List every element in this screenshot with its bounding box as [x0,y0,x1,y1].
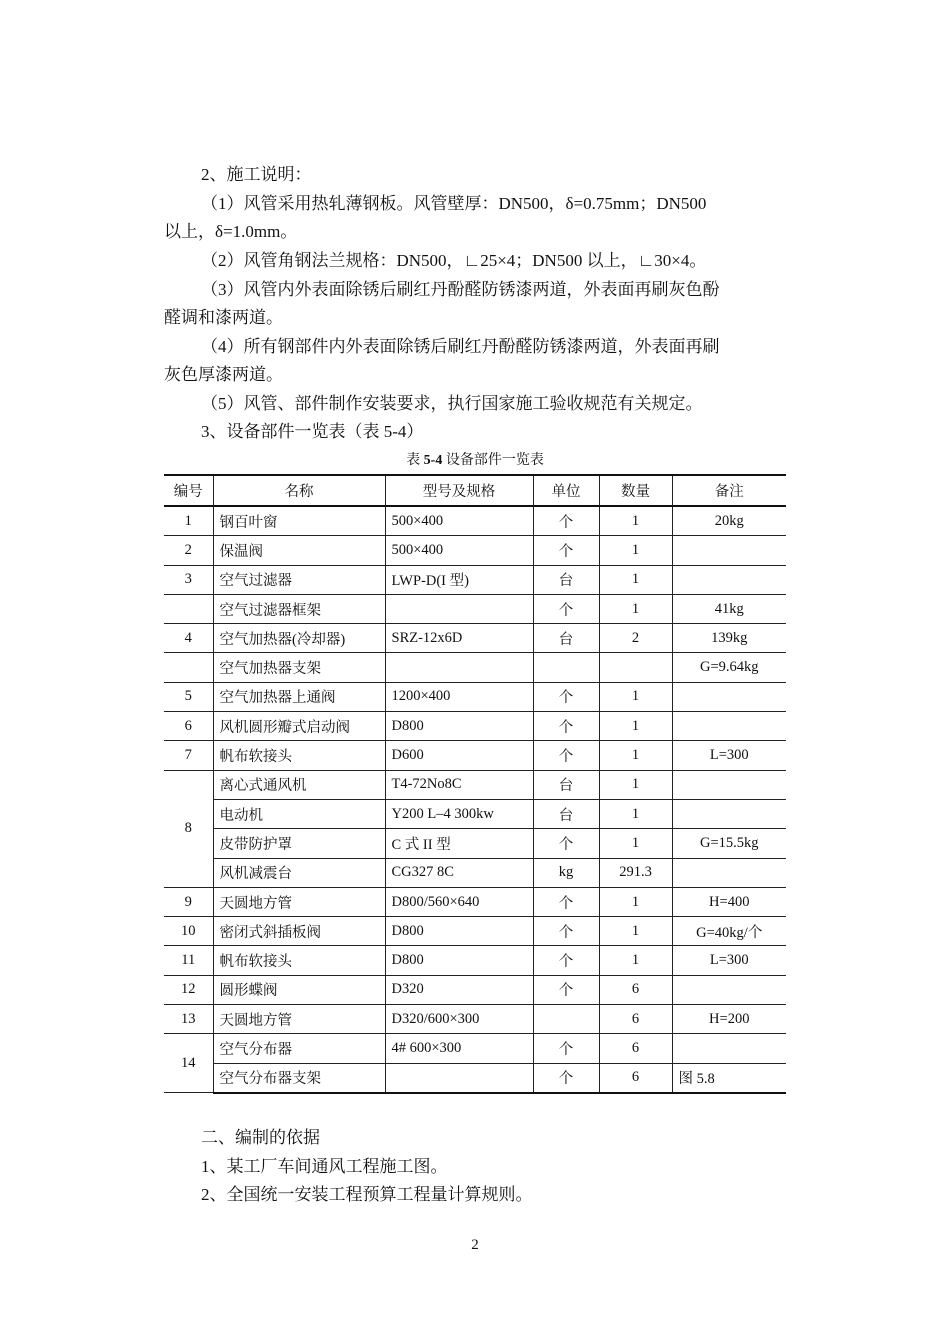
equipment-table [164,474,786,1094]
cell-unit: 个 [533,536,599,565]
header-note: 备注 [672,475,786,506]
cell-model: C 式 II 型 [385,829,533,858]
note-1-line-1: （1）风管采用热轧薄钢板。风管壁厚：DN500，δ=0.75mm；DN500 [201,194,707,213]
cell-model: SRZ-12x6D [385,624,533,653]
table-row [164,917,786,946]
cell-note [672,975,786,1004]
cell-note: H=200 [672,1005,786,1034]
table-row [164,565,786,594]
cell-name: 离心式通风机 [213,770,385,799]
cell-number: 3 [164,565,213,594]
cell-quantity: 6 [599,975,672,1004]
header-model: 型号及规格 [385,475,533,506]
cell-note [672,712,786,741]
cell-model: D320 [385,975,533,1004]
table-header-row [164,475,786,506]
cell-number: 10 [164,917,213,946]
basis-2: 2、全国统一安装工程预算工程量计算规则。 [201,1185,533,1204]
table-row [164,1034,786,1063]
table-row [164,770,786,799]
cell-name: 空气加热器支架 [213,653,385,682]
cell-model [385,653,533,682]
cell-model: D800 [385,946,533,975]
cell-quantity: 1 [599,829,672,858]
cell-note: 41kg [672,594,786,623]
cell-number: 13 [164,1005,213,1034]
cell-quantity: 1 [599,712,672,741]
cell-unit [533,1005,599,1034]
table-row [164,829,786,858]
cell-number: 5 [164,682,213,711]
cell-quantity: 1 [599,536,672,565]
cell-unit: 台 [533,799,599,828]
cell-name: 电动机 [213,799,385,828]
cell-unit: 个 [533,741,599,770]
section2-title: 2、施工说明： [201,165,312,184]
cell-name: 帆布软接头 [213,741,385,770]
cell-unit: kg [533,858,599,887]
cell-number: 6 [164,712,213,741]
cell-unit: 台 [533,624,599,653]
cell-name: 空气过滤器 [213,565,385,594]
cell-model: 500×400 [385,536,533,565]
note-5: （5）风管、部件制作安装要求，执行国家施工验收规范有关规定。 [201,394,703,413]
cell-name: 天圆地方管 [213,887,385,916]
table-row [164,975,786,1004]
table-row [164,594,786,623]
cell-number [164,653,213,682]
cell-quantity: 1 [599,594,672,623]
cell-note: 139kg [672,624,786,653]
cell-unit: 台 [533,565,599,594]
cell-note [672,770,786,799]
cell-note [672,536,786,565]
cell-note: H=400 [672,887,786,916]
cell-quantity [599,653,672,682]
cell-unit: 个 [533,917,599,946]
cell-unit [533,653,599,682]
cell-quantity: 6 [599,1005,672,1034]
table-caption-number: 5-4 [423,453,443,468]
cell-quantity: 1 [599,946,672,975]
cell-unit: 个 [533,975,599,1004]
cell-name: 密闭式斜插板阀 [213,917,385,946]
table-row [164,858,786,887]
cell-quantity: 1 [599,565,672,594]
cell-unit: 个 [533,946,599,975]
cell-model: CG327 8C [385,858,533,887]
cell-model: LWP-D(I 型) [385,565,533,594]
cell-name: 风机减震台 [213,858,385,887]
cell-name: 风机圆形瓣式启动阀 [213,712,385,741]
cell-note: L=300 [672,741,786,770]
cell-name: 空气分布器支架 [213,1063,385,1093]
cell-model: D320/600×300 [385,1005,533,1034]
cell-number: 1 [164,506,213,536]
cell-quantity: 1 [599,741,672,770]
table-row [164,506,786,536]
cell-unit: 个 [533,712,599,741]
cell-note [672,682,786,711]
table-row [164,887,786,916]
cell-quantity: 1 [599,887,672,916]
cell-name: 钢百叶窗 [213,506,385,536]
cell-number [164,594,213,623]
section3-title: 3、设备部件一览表（表 5-4） [201,422,424,441]
cell-unit: 个 [533,594,599,623]
cell-note: L=300 [672,946,786,975]
header-number: 编号 [164,475,213,506]
cell-name: 空气加热器上通阀 [213,682,385,711]
cell-number: 12 [164,975,213,1004]
cell-number: 14 [164,1034,213,1093]
note-3-line-1: （3）风管内外表面除锈后刷红丹酚醛防锈漆两道，外表面再刷灰色酚 [201,280,720,299]
table-caption [0,451,950,471]
header-name: 名称 [213,475,385,506]
cell-note: 20kg [672,506,786,536]
cell-name: 空气加热器(冷却器) [213,624,385,653]
cell-model: 4# 600×300 [385,1034,533,1063]
table-row [164,536,786,565]
cell-name: 天圆地方管 [213,1005,385,1034]
cell-number: 4 [164,624,213,653]
cell-unit: 个 [533,1034,599,1063]
cell-quantity: 1 [599,799,672,828]
cell-quantity: 1 [599,682,672,711]
cell-note: 图 5.8 [672,1063,786,1093]
cell-note: G=15.5kg [672,829,786,858]
cell-number: 8 [164,770,213,887]
part2-title: 二、编制的依据 [201,1128,320,1147]
cell-note [672,858,786,887]
cell-name: 空气过滤器框架 [213,594,385,623]
cell-quantity: 291.3 [599,858,672,887]
table-row [164,712,786,741]
table-row [164,799,786,828]
cell-quantity: 1 [599,917,672,946]
cell-note: G=40kg/个 [672,917,786,946]
cell-unit: 个 [533,1063,599,1093]
table-row [164,653,786,682]
cell-unit: 个 [533,682,599,711]
table-row [164,682,786,711]
cell-number: 2 [164,536,213,565]
note-2: （2）风管角钢法兰规格：DN500，∟25×4；DN500 以上，∟30×4。 [201,251,707,270]
cell-name: 帆布软接头 [213,946,385,975]
cell-name: 保温阀 [213,536,385,565]
cell-model: D600 [385,741,533,770]
table-row [164,946,786,975]
note-4-line-2: 灰色厚漆两道。 [164,365,283,384]
header-unit: 单位 [533,475,599,506]
cell-note: G=9.64kg [672,653,786,682]
cell-unit: 个 [533,887,599,916]
cell-note [672,565,786,594]
cell-model [385,594,533,623]
cell-model [385,1063,533,1093]
cell-number: 11 [164,946,213,975]
cell-number: 9 [164,887,213,916]
table-caption-title: 设备部件一览表 [442,453,544,468]
cell-name: 空气分布器 [213,1034,385,1063]
header-quantity: 数量 [599,475,672,506]
cell-unit: 个 [533,506,599,536]
cell-quantity: 6 [599,1034,672,1063]
cell-name: 皮带防护罩 [213,829,385,858]
cell-quantity: 1 [599,770,672,799]
cell-model: D800 [385,712,533,741]
cell-quantity: 2 [599,624,672,653]
cell-quantity: 1 [599,506,672,536]
note-4-line-1: （4）所有钢部件内外表面除锈后刷红丹酚醛防锈漆两道，外表面再刷 [201,337,720,356]
cell-model: D800 [385,917,533,946]
table-row [164,624,786,653]
cell-model: 500×400 [385,506,533,536]
note-1-line-2: 以上，δ=1.0mm。 [164,222,298,241]
cell-model: Y200 L–4 300kw [385,799,533,828]
cell-note [672,799,786,828]
cell-model: D800/560×640 [385,887,533,916]
cell-model: 1200×400 [385,682,533,711]
page-number: 2 [471,1237,479,1253]
table-row [164,741,786,770]
table-row [164,1005,786,1034]
table-row [164,1063,786,1093]
note-3-line-2: 醛调和漆两道。 [164,308,283,327]
cell-unit: 台 [533,770,599,799]
cell-quantity: 6 [599,1063,672,1093]
cell-model: T4-72No8C [385,770,533,799]
basis-1: 1、某工厂车间通风工程施工图。 [201,1157,448,1176]
cell-number: 7 [164,741,213,770]
cell-name: 圆形蝶阀 [213,975,385,1004]
table-caption-prefix: 表 [406,453,424,468]
cell-note [672,1034,786,1063]
cell-unit: 个 [533,829,599,858]
